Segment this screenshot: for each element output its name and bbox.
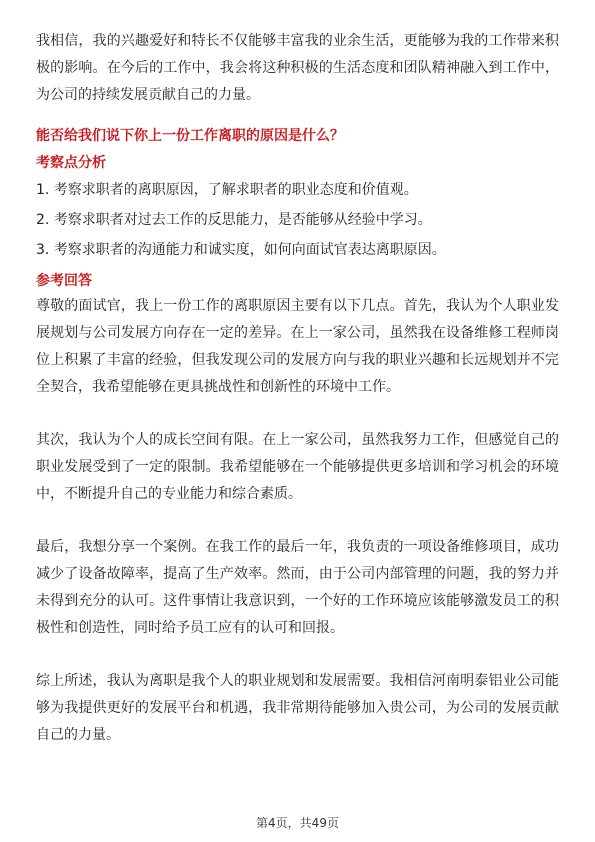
intro-paragraph: 我相信，我的兴趣爱好和特长不仅能够丰富我的业余生活，更能够为我的工作带来积极的影响。在今后的工作中，我会将这种积极的生活态度和团队精神融入到工作中，为公司的持续发展贡献自己的力量。 [36, 33, 559, 103]
paragraph-spacer [36, 508, 559, 534]
answer-title: 参考回答 [36, 273, 92, 289]
analysis-item: 2. 考察求职者对过去工作的反思能力，是否能够从经验中学习。 [36, 212, 432, 228]
analysis-title: 考察点分析 [36, 155, 106, 171]
paragraph-spacer [36, 642, 559, 668]
answer-paragraph: 尊敬的面试官，我上一份工作的离职原因主要有以下几点。首先，我认为个人职业发展规划与公司发展方向存在一定的差异。在上一家公司，虽然我在设备维修工程师岗位上积累了丰富的经验，但我发现公司的发展方向与我的职业兴趣和长远规划并不完全契合，我希望能够在更具挑战性和创新性的环境中工作。 [36, 298, 559, 395]
paragraph-spacer [36, 401, 559, 427]
analysis-item: 3. 考察求职者的沟通能力和诚实度，如何向面试官表达离职原因。 [36, 242, 446, 258]
answer-paragraph: 综上所述，我认为离职是我个人的职业规划和发展需要。我相信河南明泰铝业公司能够为我提供更好的发展平台和机遇，我非常期待能够加入贵公司，为公司的发展贡献自己的力量。 [36, 673, 559, 743]
question-heading: 能否给我们说下你上一份工作离职的原因是什么？ [36, 128, 344, 144]
answer-paragraph: 最后，我想分享一个案例。在我工作的最后一年，我负责的一项设备维修项目，成功减少了设备故障率，提高了生产效率。然而，由于公司内部管理的问题，我的努力并未得到充分的认可。这件事情让我意识到，一个好的工作环境应该能够激发员工的积极性和创造性，同时给予员工应有的认可和回报。 [36, 539, 559, 636]
page-number: 第4页，共49页 [256, 816, 339, 830]
analysis-item: 1. 考察求职者的离职原因，了解求职者的职业态度和价值观。 [36, 182, 418, 198]
answer-paragraph: 其次，我认为个人的成长空间有限。在上一家公司，虽然我努力工作，但感觉自己的职业发展受到了一定的限制。我希望能够在一个能够提供更多培训和学习机会的环境中，不断提升自己的专业能力和综合素质。 [36, 432, 559, 502]
document-page [36, 28, 559, 749]
